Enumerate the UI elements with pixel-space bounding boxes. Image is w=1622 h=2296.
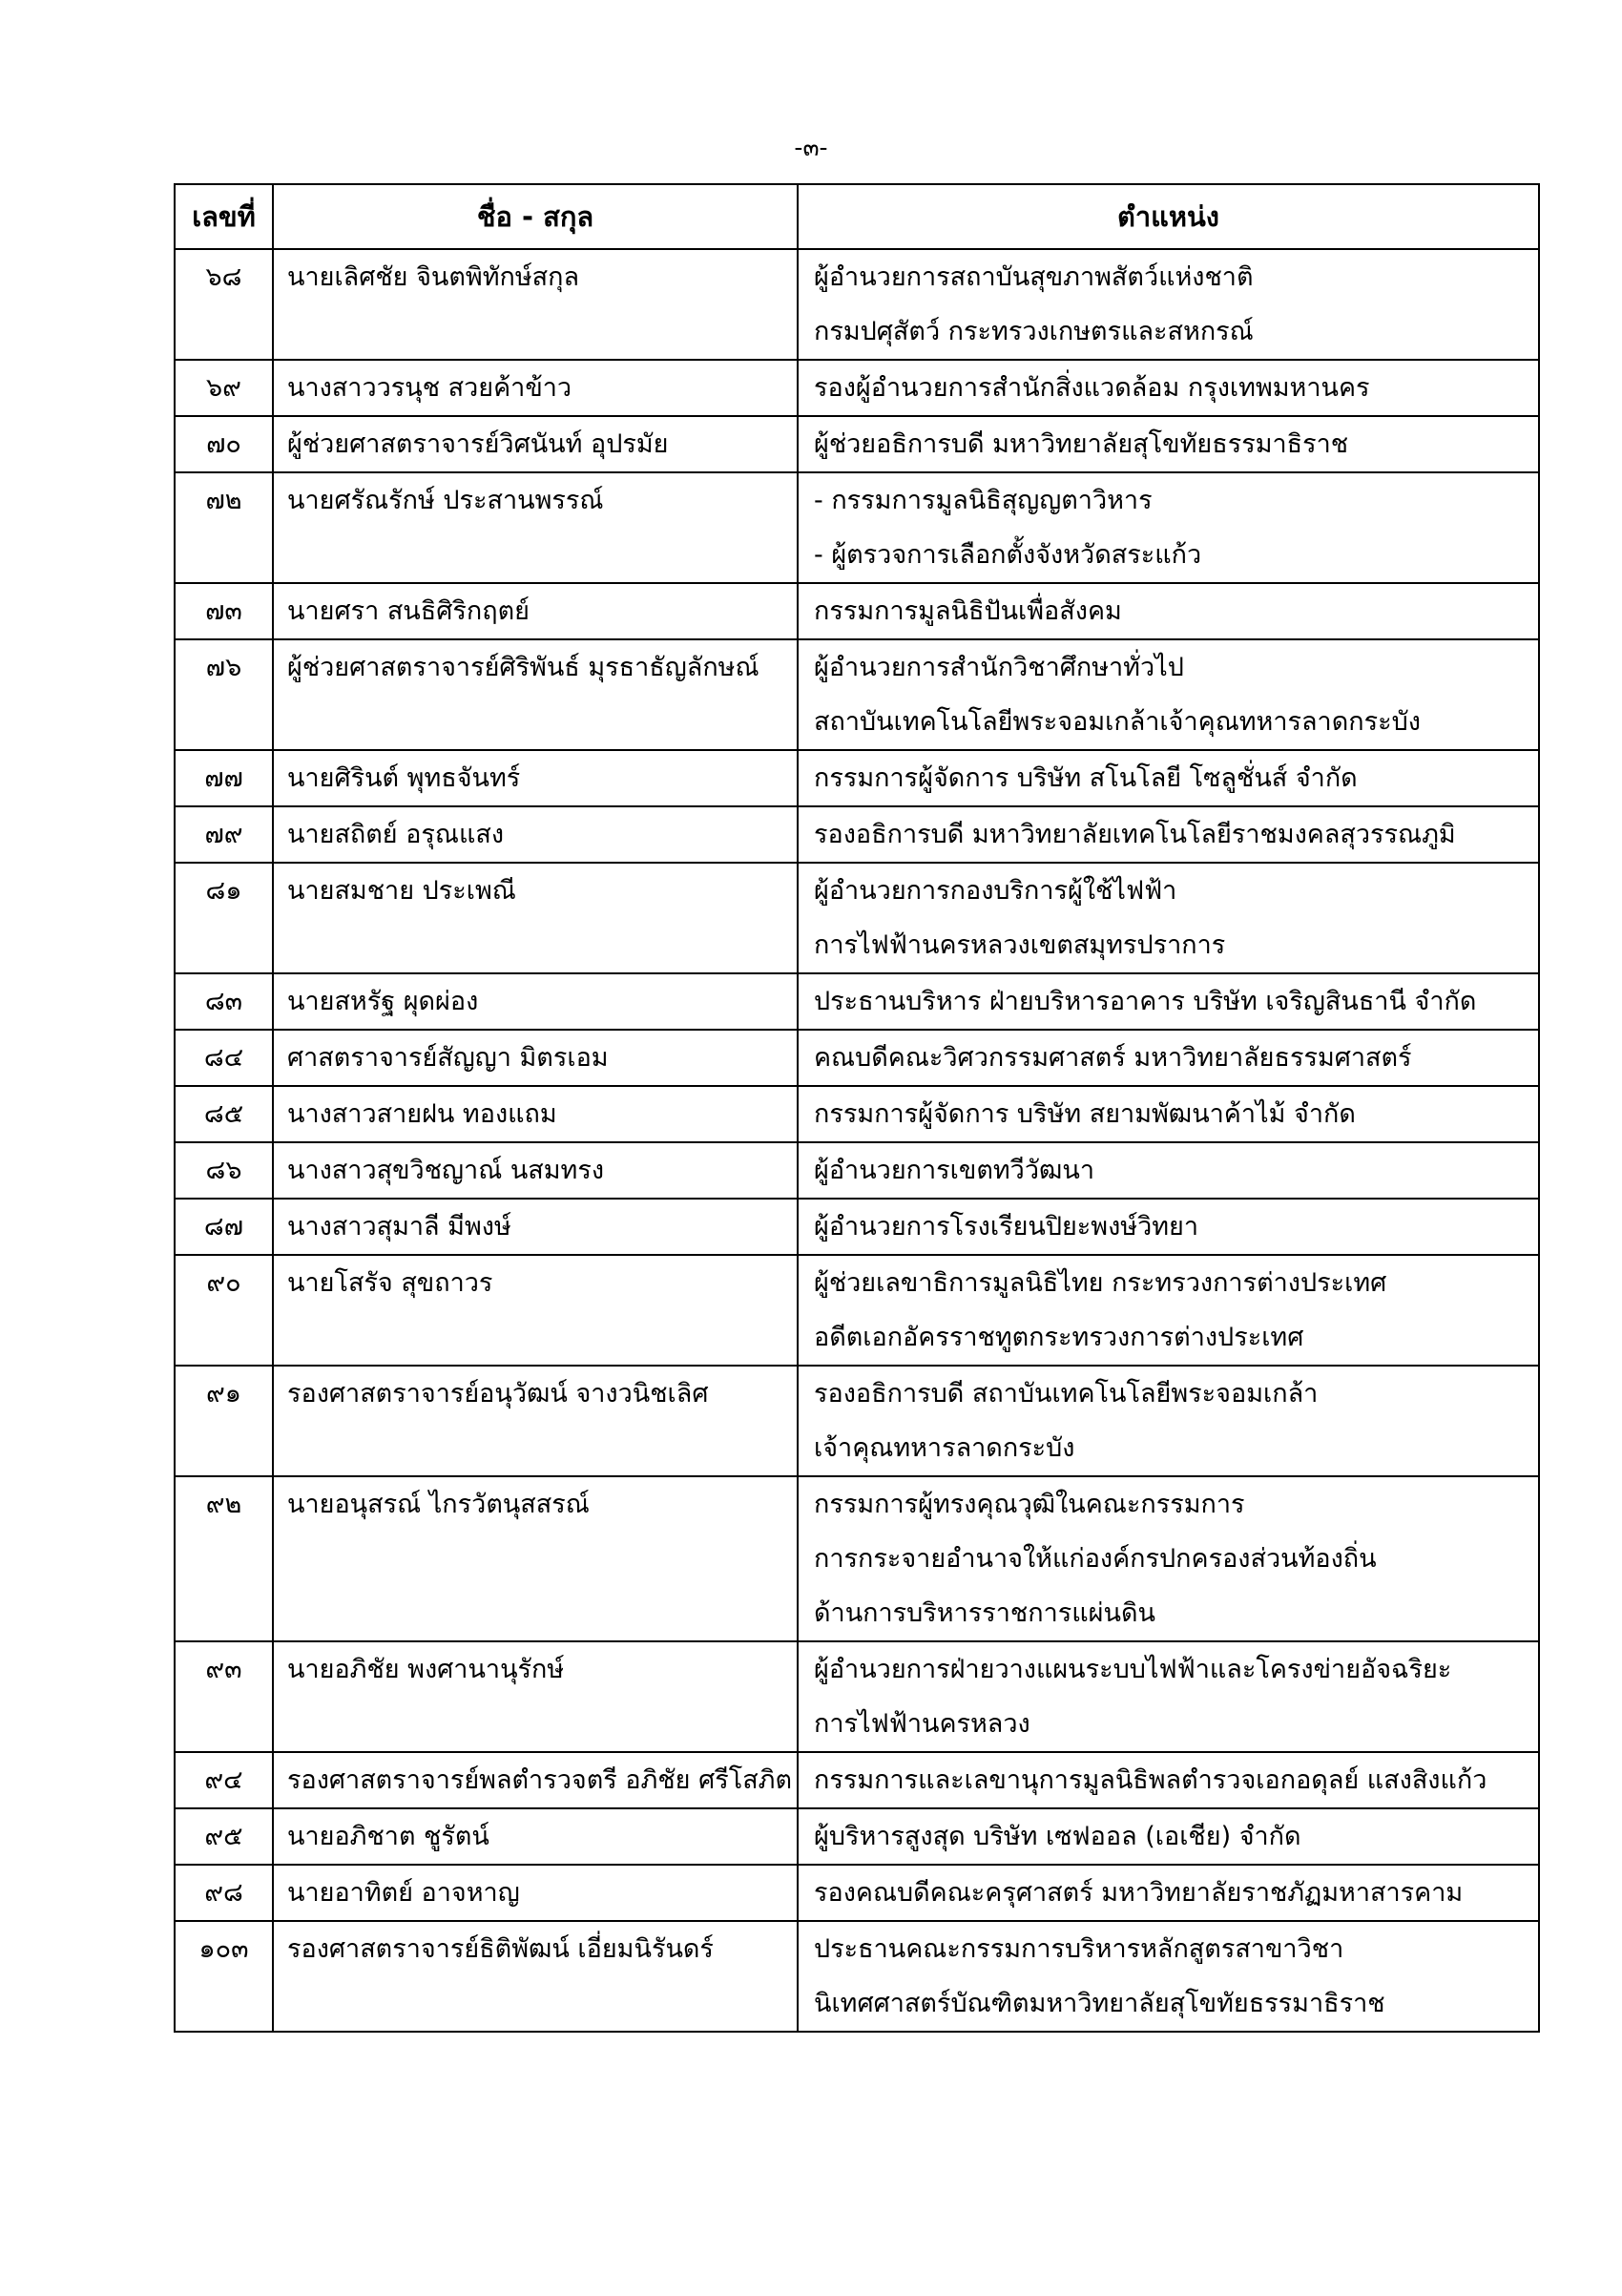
table-row [175, 1255, 1539, 1366]
row-name: นางสาวสายฝน ทองแถม [273, 1086, 798, 1142]
row-number: ๖๙ [175, 360, 273, 416]
row-name: นายอภิชาต ชูรัตน์ [273, 1808, 798, 1865]
row-number: ๙๕ [175, 1808, 273, 1865]
row-name: นายศรัณรักษ์ ประสานพรรณ์ [273, 472, 798, 583]
position-line: รองคณบดีคณะครุศาสตร์ มหาวิทยาลัยราชภัฏมหาสารคาม [814, 1878, 1464, 1908]
row-position [798, 1641, 1539, 1752]
position-line: การกระจายอำนาจให้แก่องค์กรปกครองส่วนท้องถิ่น [814, 1544, 1377, 1574]
position-line: ด้านการบริหารราชการแผ่นดิน [814, 1598, 1155, 1628]
row-number: ๙๓ [175, 1641, 273, 1752]
table-row [175, 1086, 1539, 1142]
position-line: กรรมการผู้จัดการ บริษัท สโนโลยี โซลูชั่นส์ จำกัด [814, 763, 1358, 793]
row-position [798, 1030, 1539, 1086]
row-position [798, 360, 1539, 416]
header-number: เลขที่ [175, 184, 273, 249]
table-row [175, 1142, 1539, 1199]
row-position [798, 1476, 1539, 1641]
row-position [798, 750, 1539, 806]
position-line: นิเทศศาสตร์บัณฑิตมหาวิทยาลัยสุโขทัยธรรมาธิราช [814, 1989, 1385, 2018]
position-line: คณบดีคณะวิศวกรรมศาสตร์ มหาวิทยาลัยธรรมศาสตร์ [814, 1043, 1412, 1073]
table-row [175, 1752, 1539, 1808]
row-position [798, 1865, 1539, 1921]
row-name: นางสาววรนุช สวยค้าข้าว [273, 360, 798, 416]
row-number: ๘๖ [175, 1142, 273, 1199]
row-position [798, 1366, 1539, 1476]
row-number: ๖๘ [175, 249, 273, 360]
table-row [175, 1366, 1539, 1476]
row-position [798, 416, 1539, 472]
position-line: ผู้บริหารสูงสุด บริษัท เซฟออล (เอเชีย) จำกัด [814, 1822, 1301, 1851]
table-row [175, 973, 1539, 1030]
row-number: ๑๐๓ [175, 1921, 273, 2032]
table-row [175, 1808, 1539, 1865]
row-position [798, 1199, 1539, 1255]
row-position [798, 583, 1539, 639]
position-line: - ผู้ตรวจการเลือกตั้งจังหวัดสระแก้ว [814, 540, 1202, 570]
row-name: นายศรา สนธิศิริกฤตย์ [273, 583, 798, 639]
position-line: - กรรมการมูลนิธิสุญญตาวิหาร [814, 486, 1153, 515]
position-line: รองอธิการบดี มหาวิทยาลัยเทคโนโลยีราชมงคลสุวรรณภูมิ [814, 820, 1456, 849]
header-name: ชื่อ - สกุล [273, 184, 798, 249]
row-number: ๙๔ [175, 1752, 273, 1808]
row-name: รองศาสตราจารย์พลตำรวจตรี อภิชัย ศรีโสภิต [273, 1752, 798, 1808]
position-line: การไฟฟ้านครหลวงเขตสมุทรปราการ [814, 930, 1226, 960]
row-name: นางสาวสุขวิชญาณ์ นสมทรง [273, 1142, 798, 1199]
row-position [798, 973, 1539, 1030]
row-position [798, 249, 1539, 360]
row-number: ๗๙ [175, 806, 273, 863]
position-line: ผู้อำนวยการกองบริการผู้ใช้ไฟฟ้า [814, 876, 1177, 906]
table-row [175, 1865, 1539, 1921]
position-line: ประธานบริหาร ฝ่ายบริหารอาคาร บริษัท เจริญสินธานี จำกัด [814, 987, 1477, 1016]
row-number: ๙๑ [175, 1366, 273, 1476]
row-name: ผู้ช่วยศาสตราจารย์ศิริพันธ์ มุรธาธัญลักษณ์ [273, 639, 798, 750]
page-number: -๓- [794, 134, 828, 161]
position-line: กรรมการผู้จัดการ บริษัท สยามพัฒนาค้าไม้ จำกัด [814, 1099, 1356, 1129]
header-position: ตำแหน่ง [798, 184, 1539, 249]
position-line: ผู้อำนวยการโรงเรียนปิยะพงษ์วิทยา [814, 1212, 1199, 1242]
row-name: นางสาวสุมาลี มีพงษ์ [273, 1199, 798, 1255]
row-number: ๙๐ [175, 1255, 273, 1366]
row-name: รองศาสตราจารย์ธิติพัฒน์ เอี่ยมนิรันดร์ [273, 1921, 798, 2032]
position-line: กรรมการและเลขานุการมูลนิธิพลตำรวจเอกอดุลย์ แสงสิงแก้ว [814, 1765, 1487, 1795]
row-name: นายสหรัฐ ผุดผ่อง [273, 973, 798, 1030]
roster-table [174, 183, 1540, 2033]
position-line: เจ้าคุณทหารลาดกระบัง [814, 1433, 1075, 1463]
table-row [175, 1476, 1539, 1641]
table-row [175, 806, 1539, 863]
table-row [175, 1199, 1539, 1255]
row-position [798, 1921, 1539, 2032]
table-header-row [175, 184, 1539, 249]
row-name: นายสมชาย ประเพณี [273, 863, 798, 973]
position-line: ผู้อำนวยการสำนักวิชาศึกษาทั่วไป [814, 653, 1184, 682]
row-number: ๘๔ [175, 1030, 273, 1086]
row-number: ๘๑ [175, 863, 273, 973]
position-line: การไฟฟ้านครหลวง [814, 1709, 1030, 1739]
row-name: นายสถิตย์ อรุณแสง [273, 806, 798, 863]
table-row [175, 472, 1539, 583]
table-row [175, 639, 1539, 750]
row-position [798, 1142, 1539, 1199]
row-name: นายศิรินต์ พุทธจันทร์ [273, 750, 798, 806]
row-name: นายโสรัจ สุขถาวร [273, 1255, 798, 1366]
row-name: ศาสตราจารย์สัญญา มิตรเอม [273, 1030, 798, 1086]
row-position [798, 472, 1539, 583]
row-name: ผู้ช่วยศาสตราจารย์วิศนันท์ อุปรมัย [273, 416, 798, 472]
table-row [175, 1921, 1539, 2032]
row-number: ๗๐ [175, 416, 273, 472]
table-row [175, 1641, 1539, 1752]
row-name: นายอาทิตย์ อาจหาญ [273, 1865, 798, 1921]
row-position [798, 863, 1539, 973]
row-position [798, 1752, 1539, 1808]
position-line: ประธานคณะกรรมการบริหารหลักสูตรสาขาวิชา [814, 1934, 1344, 1964]
row-number: ๗๒ [175, 472, 273, 583]
table-row [175, 863, 1539, 973]
row-number: ๗๓ [175, 583, 273, 639]
table-row [175, 360, 1539, 416]
position-line: รองอธิการบดี สถาบันเทคโนโลยีพระจอมเกล้า [814, 1379, 1319, 1409]
row-number: ๗๗ [175, 750, 273, 806]
table-body [175, 249, 1539, 2032]
row-name: นายเลิศชัย จินตพิทักษ์สกุล [273, 249, 798, 360]
table-row [175, 1030, 1539, 1086]
row-number: ๘๓ [175, 973, 273, 1030]
row-number: ๘๗ [175, 1199, 273, 1255]
position-line: กรรมการมูลนิธิปันเพื่อสังคม [814, 596, 1122, 626]
row-number: ๙๘ [175, 1865, 273, 1921]
row-name: นายอนุสรณ์ ไกรวัตนุสสรณ์ [273, 1476, 798, 1641]
row-number: ๗๖ [175, 639, 273, 750]
row-position [798, 1086, 1539, 1142]
row-position [798, 1808, 1539, 1865]
table-row [175, 416, 1539, 472]
row-position [798, 1255, 1539, 1366]
table-row [175, 249, 1539, 360]
row-number: ๙๒ [175, 1476, 273, 1641]
position-line: กรมปศุสัตว์ กระทรวงเกษตรและสหกรณ์ [814, 317, 1254, 346]
row-name: รองศาสตราจารย์อนุวัฒน์ จางวนิชเลิศ [273, 1366, 798, 1476]
position-line: ผู้อำนวยการสถาบันสุขภาพสัตว์แห่งชาติ [814, 262, 1254, 292]
position-line: รองผู้อำนวยการสำนักสิ่งแวดล้อม กรุงเทพมหานคร [814, 373, 1370, 403]
row-position [798, 639, 1539, 750]
table-row [175, 750, 1539, 806]
row-position [798, 806, 1539, 863]
position-line: ผู้อำนวยการเขตทวีวัฒนา [814, 1156, 1094, 1185]
position-line: อดีตเอกอัครราชทูตกระทรวงการต่างประเทศ [814, 1323, 1304, 1352]
row-number: ๘๕ [175, 1086, 273, 1142]
row-name: นายอภิชัย พงศานานุรักษ์ [273, 1641, 798, 1752]
position-line: ผู้อำนวยการฝ่ายวางแผนระบบไฟฟ้าและโครงข่ายอัจฉริยะ [814, 1655, 1452, 1684]
position-line: สถาบันเทคโนโลยีพระจอมเกล้าเจ้าคุณทหารลาดกระบัง [814, 707, 1421, 737]
position-line: ผู้ช่วยเลขาธิการมูลนิธิไทย กระทรวงการต่างประเทศ [814, 1268, 1387, 1298]
position-line: กรรมการผู้ทรงคุณวุฒิในคณะกรรมการ [814, 1490, 1245, 1519]
table-row [175, 583, 1539, 639]
position-line: ผู้ช่วยอธิการบดี มหาวิทยาลัยสุโขทัยธรรมาธิราช [814, 429, 1349, 459]
